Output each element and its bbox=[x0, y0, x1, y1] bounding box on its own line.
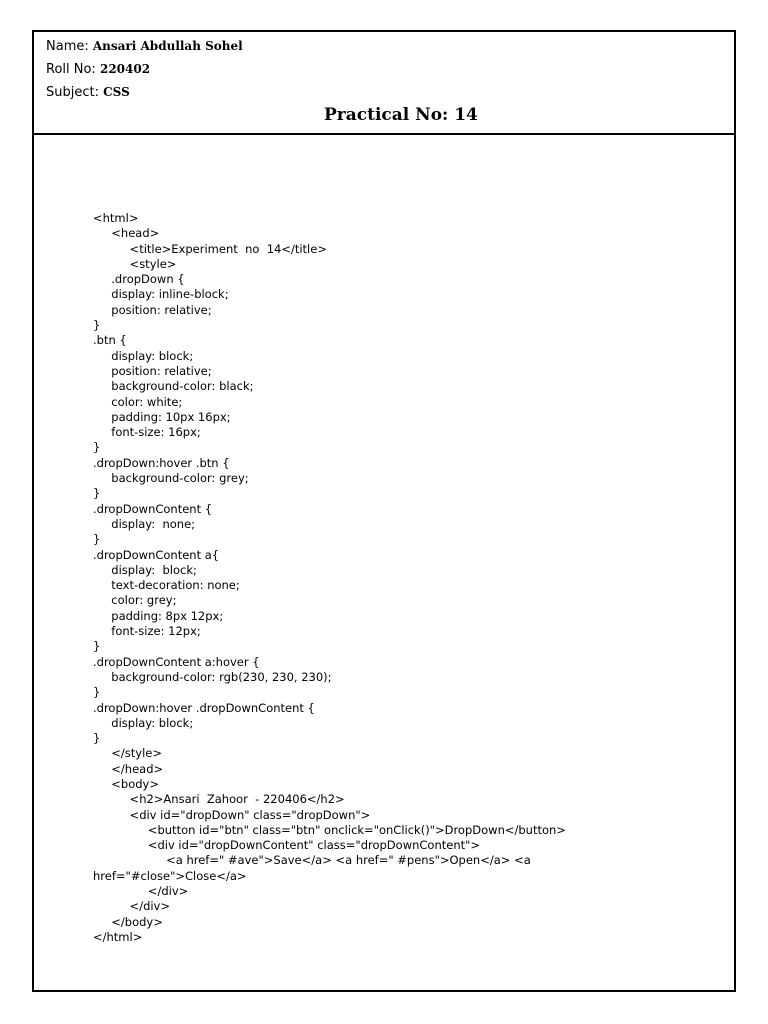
subject-row bbox=[46, 84, 130, 101]
roll-row bbox=[46, 61, 150, 78]
name-label: Name: bbox=[46, 39, 89, 54]
roll-value: 220402 bbox=[99, 62, 151, 76]
code-line: display: block; bbox=[93, 348, 194, 363]
code-line: </html> bbox=[93, 929, 143, 944]
code-line: <h2>Ansari Zahoor - 220406</h2> bbox=[93, 792, 345, 807]
code-line: font-size: 16px; bbox=[93, 425, 201, 440]
name-row bbox=[46, 38, 243, 55]
code-line: .dropDown:hover .dropDownContent { bbox=[93, 700, 315, 715]
code-line: } bbox=[93, 639, 101, 654]
code-line: } bbox=[93, 486, 101, 501]
code-line: .dropDown:hover .btn { bbox=[93, 455, 230, 470]
roll-label: Roll No: bbox=[46, 62, 96, 77]
name-value: Ansari Abdullah Sohel bbox=[92, 39, 243, 53]
code-line: .dropDownContent { bbox=[93, 501, 213, 516]
code-line: padding: 10px 16px; bbox=[93, 409, 231, 424]
code-line: <style> bbox=[93, 256, 177, 271]
code-line: <div id="dropDown" class="dropDown"> bbox=[93, 807, 371, 822]
code-line: </head> bbox=[93, 761, 164, 776]
code-line: } bbox=[93, 318, 101, 333]
code-line: <a href=" #ave">Save</a> <a href=" #pens">Open</a> <a bbox=[93, 853, 531, 868]
code-line: .dropDownContent a{ bbox=[93, 547, 220, 562]
code-line: <body> bbox=[93, 776, 159, 791]
code-line: </body> bbox=[93, 914, 163, 929]
code-line: background-color: grey; bbox=[93, 471, 249, 486]
code-line: background-color: black; bbox=[93, 379, 254, 394]
code-line: .dropDown { bbox=[93, 272, 185, 287]
page-frame bbox=[32, 30, 736, 992]
code-line: <div id="dropDownContent" class="dropDownContent"> bbox=[93, 838, 481, 853]
code-line: } bbox=[93, 731, 101, 746]
code-line: </style> bbox=[93, 746, 162, 761]
code-line: position: relative; bbox=[93, 363, 212, 378]
code-line: display: block; bbox=[93, 715, 194, 730]
code-line: .btn { bbox=[93, 333, 127, 348]
code-line: <head> bbox=[93, 226, 160, 241]
code-line: <button id="btn" class="btn" onclick="onClick()">DropDown</button> bbox=[93, 822, 566, 837]
code-line: href="#close">Close</a> bbox=[93, 868, 247, 883]
code-line: text-decoration: none; bbox=[93, 578, 240, 593]
document-header bbox=[34, 32, 734, 135]
subject-value: CSS bbox=[103, 85, 130, 99]
code-line: display: inline-block; bbox=[93, 287, 229, 302]
practical-title: Practical No: 14 bbox=[324, 105, 478, 125]
code-line: display: none; bbox=[93, 516, 196, 531]
code-line: color: grey; bbox=[93, 593, 177, 608]
code-line: color: white; bbox=[93, 394, 183, 409]
code-line: background-color: rgb(230, 230, 230); bbox=[93, 669, 332, 684]
code-line: padding: 8px 12px; bbox=[93, 608, 224, 623]
code-listing bbox=[93, 211, 723, 945]
code-line: <title>Experiment no 14</title> bbox=[93, 241, 327, 256]
code-line: font-size: 12px; bbox=[93, 624, 201, 639]
code-line: </div> bbox=[93, 884, 189, 899]
code-line: .dropDownContent a:hover { bbox=[93, 654, 260, 669]
code-line: </div> bbox=[93, 899, 171, 914]
subject-label: Subject: bbox=[46, 85, 99, 100]
code-line: } bbox=[93, 440, 101, 455]
code-line: } bbox=[93, 685, 101, 700]
code-line: <html> bbox=[93, 211, 139, 225]
code-line: } bbox=[93, 532, 101, 547]
code-line: position: relative; bbox=[93, 302, 212, 317]
code-line: display: block; bbox=[93, 562, 197, 577]
